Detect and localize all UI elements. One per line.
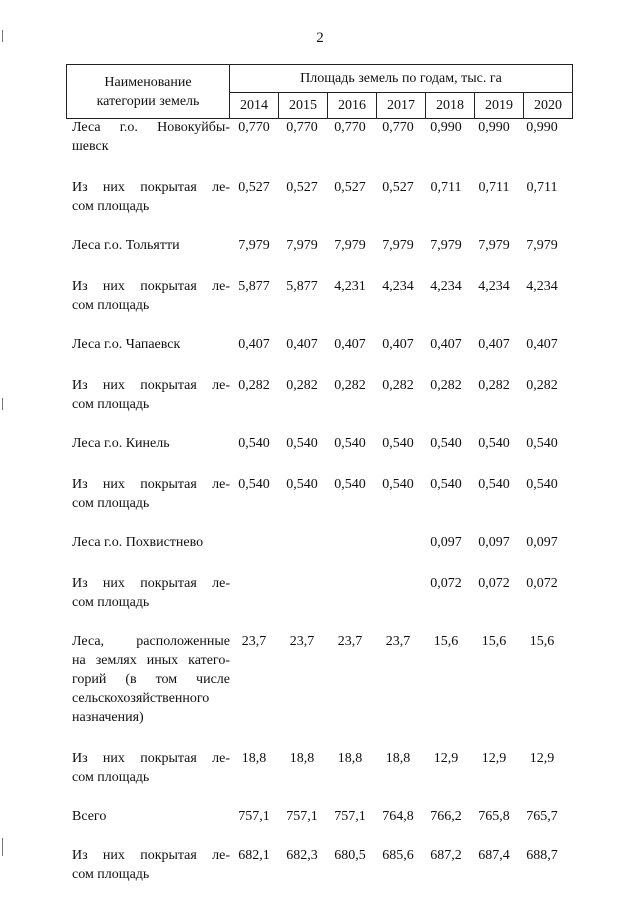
row-category-name-line: сом площадь bbox=[72, 397, 150, 412]
row-spacer-cell bbox=[66, 255, 566, 277]
row-spacer-cell bbox=[66, 156, 566, 178]
cell-value-2020: 0,072 bbox=[526, 576, 558, 591]
cell-value-2017 bbox=[374, 533, 422, 552]
row-spacer-cell bbox=[66, 552, 566, 574]
cell-value-2017: 0,770 bbox=[382, 120, 414, 135]
cell-value-2018: 687,2 bbox=[430, 848, 462, 863]
table-row bbox=[66, 118, 566, 156]
cell-value-2016 bbox=[326, 574, 374, 612]
cell-value-2019: 0,540 bbox=[478, 436, 510, 451]
header-category-name bbox=[67, 65, 230, 119]
cell-value-2014: 682,1 bbox=[238, 848, 270, 863]
row-category-name-line: шевск bbox=[72, 139, 109, 154]
row-category-name-line: Леса, расположенные bbox=[72, 634, 230, 649]
table-row bbox=[66, 632, 566, 727]
cell-value-2016: 0,540 bbox=[334, 477, 366, 492]
cell-value-2018: 766,2 bbox=[430, 809, 462, 824]
cell-value-2018: 0,282 bbox=[430, 378, 462, 393]
row-category-name-line: Из них покрытая ле- bbox=[72, 477, 230, 492]
cell-value-2016: 680,5 bbox=[334, 848, 366, 863]
cell-value-2015: 0,540 bbox=[286, 436, 318, 451]
header-year-2014: 2014 bbox=[230, 93, 279, 119]
cell-value-2017: 23,7 bbox=[385, 634, 411, 649]
cell-value-2017: 0,527 bbox=[382, 180, 414, 195]
row-spacer bbox=[66, 414, 566, 434]
cell-value-2019: 0,990 bbox=[478, 120, 510, 135]
cell-value-2020: 15,6 bbox=[529, 634, 555, 649]
row-spacer-cell bbox=[66, 354, 566, 376]
row-category-name-line: сельскохозяйственного bbox=[72, 691, 210, 706]
row-category-name-line: Из них покрытая ле- bbox=[72, 378, 230, 393]
table-row bbox=[66, 434, 566, 453]
table-row bbox=[66, 335, 566, 354]
table-row bbox=[66, 749, 566, 787]
cell-value-2018: 0,097 bbox=[430, 535, 462, 550]
row-spacer bbox=[66, 552, 566, 574]
cell-value-2019: 0,097 bbox=[478, 535, 510, 550]
table-row bbox=[66, 236, 566, 255]
header-year-2017: 2017 bbox=[377, 93, 426, 119]
cell-value-2018: 0,072 bbox=[430, 576, 462, 591]
cell-value-2020: 688,7 bbox=[526, 848, 558, 863]
row-category-name bbox=[66, 376, 230, 414]
table-row bbox=[66, 475, 566, 513]
cell-value-2015: 7,979 bbox=[286, 238, 318, 253]
row-spacer-cell bbox=[66, 414, 566, 434]
row-spacer bbox=[66, 513, 566, 533]
row-category-name-line: Из них покрытая ле- bbox=[72, 576, 230, 591]
cell-value-2020: 0,540 bbox=[526, 436, 558, 451]
cell-value-2014: 757,1 bbox=[238, 809, 270, 824]
cell-value-2019: 7,979 bbox=[478, 238, 510, 253]
cell-value-2017: 685,6 bbox=[382, 848, 414, 863]
row-category-name bbox=[66, 277, 230, 315]
cell-value-2015: 0,282 bbox=[286, 378, 318, 393]
scan-edge-mark bbox=[2, 30, 3, 42]
table-row bbox=[66, 807, 566, 826]
cell-value-2015: 0,540 bbox=[286, 477, 318, 492]
cell-value-2016: 757,1 bbox=[334, 809, 366, 824]
cell-value-2014: 7,979 bbox=[238, 238, 270, 253]
cell-value-2020: 7,979 bbox=[526, 238, 558, 253]
cell-value-2016: 0,282 bbox=[334, 378, 366, 393]
cell-value-2018: 0,540 bbox=[430, 436, 462, 451]
row-spacer bbox=[66, 453, 566, 475]
row-spacer bbox=[66, 156, 566, 178]
table-row bbox=[66, 846, 566, 884]
row-category-name-line: Леса г.о. Кинель bbox=[72, 436, 170, 451]
cell-value-2016: 0,540 bbox=[334, 436, 366, 451]
row-spacer bbox=[66, 216, 566, 236]
cell-value-2019: 0,711 bbox=[478, 180, 510, 195]
cell-value-2018: 12,9 bbox=[433, 751, 459, 766]
row-category-name bbox=[66, 807, 230, 826]
cell-value-2019: 12,9 bbox=[481, 751, 507, 766]
row-category-name-line: сом площадь bbox=[72, 298, 150, 313]
cell-value-2017: 764,8 bbox=[382, 809, 414, 824]
cell-value-2018: 0,990 bbox=[430, 120, 462, 135]
page-number: 2 bbox=[316, 30, 324, 46]
table-row bbox=[66, 376, 566, 414]
row-category-name-line: Из них покрытая ле- bbox=[72, 180, 230, 195]
cell-value-2017: 0,540 bbox=[382, 477, 414, 492]
row-spacer-cell bbox=[66, 315, 566, 335]
row-spacer-cell bbox=[66, 612, 566, 632]
cell-value-2017: 0,282 bbox=[382, 378, 414, 393]
header-category-line-1: Наименование bbox=[104, 74, 192, 90]
cell-value-2014 bbox=[230, 574, 278, 612]
cell-value-2018: 4,234 bbox=[430, 279, 462, 294]
cell-value-2016: 18,8 bbox=[337, 751, 363, 766]
cell-value-2020: 765,7 bbox=[526, 809, 558, 824]
cell-value-2017: 18,8 bbox=[385, 751, 411, 766]
row-category-name-line: сом площадь bbox=[72, 867, 150, 882]
row-category-name-line: сом площадь bbox=[72, 595, 150, 610]
row-spacer bbox=[66, 354, 566, 376]
row-category-name bbox=[66, 335, 230, 354]
row-category-name-line: на землях иных катего- bbox=[72, 653, 230, 668]
row-category-name-line: Леса г.о. Чапаевск bbox=[72, 337, 181, 352]
row-category-name-line: горий (в том числе bbox=[72, 672, 230, 687]
scan-edge-mark bbox=[2, 838, 3, 856]
cell-value-2014: 0,540 bbox=[238, 477, 270, 492]
row-category-name bbox=[66, 118, 230, 156]
cell-value-2017: 0,540 bbox=[382, 436, 414, 451]
row-category-name-line: Из них покрытая ле- bbox=[72, 279, 230, 294]
cell-value-2019: 15,6 bbox=[481, 634, 507, 649]
cell-value-2020: 0,540 bbox=[526, 477, 558, 492]
cell-value-2017: 4,234 bbox=[382, 279, 414, 294]
cell-value-2019: 0,407 bbox=[478, 337, 510, 352]
row-spacer bbox=[66, 255, 566, 277]
cell-value-2019: 4,234 bbox=[478, 279, 510, 294]
cell-value-2014: 0,540 bbox=[238, 436, 270, 451]
cell-value-2014: 23,7 bbox=[241, 634, 267, 649]
cell-value-2016: 7,979 bbox=[334, 238, 366, 253]
cell-value-2015: 0,407 bbox=[286, 337, 318, 352]
header-category-line-2: категории земель bbox=[96, 93, 200, 109]
row-category-name-line: Из них покрытая ле- bbox=[72, 751, 230, 766]
cell-value-2016: 0,770 bbox=[334, 120, 366, 135]
cell-value-2018: 7,979 bbox=[430, 238, 462, 253]
table-row bbox=[66, 178, 566, 216]
cell-value-2015: 23,7 bbox=[289, 634, 315, 649]
table-header bbox=[66, 64, 573, 119]
cell-value-2014: 0,282 bbox=[238, 378, 270, 393]
cell-value-2019: 687,4 bbox=[478, 848, 510, 863]
row-category-name bbox=[66, 434, 230, 453]
cell-value-2018: 0,540 bbox=[430, 477, 462, 492]
cell-value-2015: 0,770 bbox=[286, 120, 318, 135]
row-spacer-cell bbox=[66, 216, 566, 236]
header-year-2019: 2019 bbox=[475, 93, 524, 119]
cell-value-2015: 18,8 bbox=[289, 751, 315, 766]
scan-edge-mark bbox=[2, 398, 3, 410]
cell-value-2015: 757,1 bbox=[286, 809, 318, 824]
table-row bbox=[66, 574, 566, 612]
row-category-name-line: Всего bbox=[72, 809, 107, 824]
cell-value-2014: 18,8 bbox=[241, 751, 267, 766]
row-category-name bbox=[66, 846, 230, 884]
row-category-name-line: сом площадь bbox=[72, 770, 150, 785]
row-category-name bbox=[66, 574, 230, 612]
cell-value-2019: 0,072 bbox=[478, 576, 510, 591]
cell-value-2020: 12,9 bbox=[529, 751, 555, 766]
header-year-2016: 2016 bbox=[328, 93, 377, 119]
row-category-name-line: сом площадь bbox=[72, 199, 150, 214]
cell-value-2018: 15,6 bbox=[433, 634, 459, 649]
row-spacer bbox=[66, 612, 566, 632]
header-year-2015: 2015 bbox=[279, 93, 328, 119]
cell-value-2017: 7,979 bbox=[382, 238, 414, 253]
cell-value-2017: 0,407 bbox=[382, 337, 414, 352]
cell-value-2014: 0,527 bbox=[238, 180, 270, 195]
cell-value-2020: 0,990 bbox=[526, 120, 558, 135]
cell-value-2016: 0,407 bbox=[334, 337, 366, 352]
cell-value-2015: 5,877 bbox=[286, 279, 318, 294]
table-row bbox=[66, 277, 566, 315]
header-year-2020: 2020 bbox=[524, 93, 573, 119]
row-spacer bbox=[66, 826, 566, 846]
cell-value-2016: 0,527 bbox=[334, 180, 366, 195]
cell-value-2018: 0,407 bbox=[430, 337, 462, 352]
row-category-name-line: Леса г.о. Похвистнево bbox=[72, 535, 204, 550]
cell-value-2016 bbox=[326, 533, 374, 552]
cell-value-2015: 0,527 bbox=[286, 180, 318, 195]
data-table bbox=[66, 118, 566, 884]
row-spacer bbox=[66, 787, 566, 807]
row-spacer-cell bbox=[66, 787, 566, 807]
row-category-name bbox=[66, 749, 230, 787]
row-spacer bbox=[66, 727, 566, 749]
header-area-by-years: Площадь земель по годам, тыс. га bbox=[230, 65, 573, 93]
cell-value-2019: 0,282 bbox=[478, 378, 510, 393]
cell-value-2018: 0,711 bbox=[430, 180, 462, 195]
row-category-name bbox=[66, 178, 230, 216]
cell-value-2015 bbox=[278, 574, 326, 612]
cell-value-2019: 0,540 bbox=[478, 477, 510, 492]
cell-value-2016: 23,7 bbox=[337, 634, 363, 649]
cell-value-2020: 0,282 bbox=[526, 378, 558, 393]
cell-value-2017 bbox=[374, 574, 422, 612]
cell-value-2020: 4,234 bbox=[526, 279, 558, 294]
cell-value-2020: 0,407 bbox=[526, 337, 558, 352]
table-row bbox=[66, 533, 566, 552]
row-category-name-line: сом площадь bbox=[72, 496, 150, 511]
row-spacer-cell bbox=[66, 826, 566, 846]
cell-value-2019: 765,8 bbox=[478, 809, 510, 824]
header-year-2018: 2018 bbox=[426, 93, 475, 119]
row-category-name bbox=[66, 475, 230, 513]
row-category-name-line: назначения) bbox=[72, 710, 144, 725]
cell-value-2014: 0,770 bbox=[238, 120, 270, 135]
row-spacer-cell bbox=[66, 727, 566, 749]
row-spacer-cell bbox=[66, 513, 566, 533]
row-category-name bbox=[66, 632, 230, 727]
cell-value-2014 bbox=[230, 533, 278, 552]
cell-value-2020: 0,711 bbox=[526, 180, 558, 195]
cell-value-2020: 0,097 bbox=[526, 535, 558, 550]
cell-value-2014: 0,407 bbox=[238, 337, 270, 352]
cell-value-2014: 5,877 bbox=[238, 279, 270, 294]
cell-value-2016: 4,231 bbox=[334, 279, 366, 294]
row-category-name-line: Леса г.о. Тольятти bbox=[72, 238, 180, 253]
row-category-name-line: Из них покрытая ле- bbox=[72, 848, 230, 863]
cell-value-2015: 682,3 bbox=[286, 848, 318, 863]
row-spacer bbox=[66, 315, 566, 335]
row-category-name-line: Леса г.о. Новокуйбы- bbox=[72, 120, 230, 135]
row-category-name bbox=[66, 533, 230, 552]
row-category-name bbox=[66, 236, 230, 255]
row-spacer-cell bbox=[66, 453, 566, 475]
cell-value-2015 bbox=[278, 533, 326, 552]
